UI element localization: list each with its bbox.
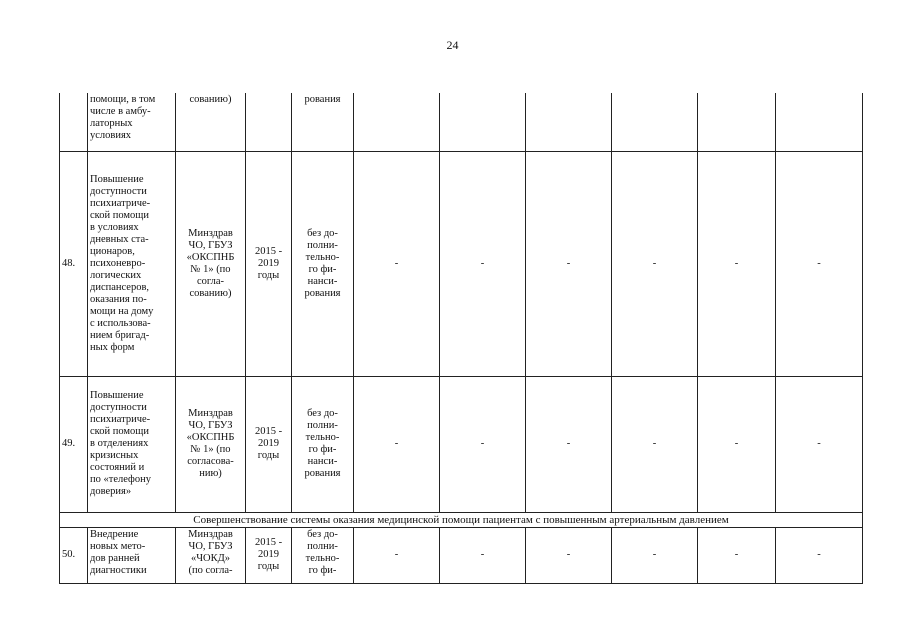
measure-name-cell: Повышение доступности психиатриче- ской помощи в отделениях кризисных состояний и по «телефону доверия» <box>88 376 176 512</box>
value-cell <box>776 93 863 151</box>
measure-name-cell: помощи, в том числе в амбу- латорных условиях <box>88 93 176 151</box>
measure-name-cell: Повышение доступности психиатриче- ской помощи в условиях дневных ста- ционаров, психоневро- логических диспансеров, оказания по- мощи на дому с использова- нием бригад- ных форм <box>88 151 176 376</box>
period-cell <box>246 93 292 151</box>
executor-cell: сованию) <box>176 93 246 151</box>
value-cell: - <box>612 376 698 512</box>
period-cell: 2015 - 2019 годы <box>246 151 292 376</box>
value-cell: - <box>612 151 698 376</box>
financing-cell: без до- полни- тельно- го фи- <box>292 527 354 583</box>
section-header-row <box>60 512 863 527</box>
value-cell: - <box>698 376 776 512</box>
row-number-cell: 50. <box>60 527 88 583</box>
section-title: Совершенствование системы оказания медицинской помощи пациентам с повышенным артериальным давлением <box>60 512 863 527</box>
value-cell <box>354 93 440 151</box>
executor-cell: Минздрав ЧО, ГБУЗ «ОКСПНБ № 1» (по согласова- нию) <box>176 376 246 512</box>
table-row <box>60 151 863 376</box>
financing-cell: рования <box>292 93 354 151</box>
table-row <box>60 527 863 583</box>
value-cell: - <box>526 151 612 376</box>
value-cell: - <box>440 376 526 512</box>
value-cell: - <box>526 376 612 512</box>
table-row-continuation <box>60 93 863 151</box>
value-cell <box>698 93 776 151</box>
row-number-cell: 48. <box>60 151 88 376</box>
value-cell <box>526 93 612 151</box>
financing-cell: без до- полни- тельно- го фи- нанси- рования <box>292 151 354 376</box>
row-number-cell: 49. <box>60 376 88 512</box>
value-cell: - <box>612 527 698 583</box>
page-number: 24 <box>446 38 459 52</box>
executor-cell: Минздрав ЧО, ГБУЗ «ОКСПНБ № 1» (по согла- сованию) <box>176 151 246 376</box>
value-cell: - <box>776 527 863 583</box>
value-cell: - <box>440 151 526 376</box>
value-cell <box>612 93 698 151</box>
value-cell: - <box>776 376 863 512</box>
value-cell: - <box>526 527 612 583</box>
value-cell <box>440 93 526 151</box>
financing-cell: без до- полни- тельно- го фи- нанси- рования <box>292 376 354 512</box>
program-table <box>59 93 863 584</box>
period-cell: 2015 - 2019 годы <box>246 376 292 512</box>
value-cell: - <box>354 527 440 583</box>
value-cell: - <box>776 151 863 376</box>
value-cell: - <box>698 151 776 376</box>
table-row <box>60 376 863 512</box>
executor-cell: Минздрав ЧО, ГБУЗ «ЧОКД» (по согла- <box>176 527 246 583</box>
row-number-cell <box>60 93 88 151</box>
value-cell: - <box>440 527 526 583</box>
value-cell: - <box>698 527 776 583</box>
period-cell: 2015 - 2019 годы <box>246 527 292 583</box>
value-cell: - <box>354 151 440 376</box>
value-cell: - <box>354 376 440 512</box>
measure-name-cell: Внедрение новых мето- дов ранней диагностики <box>88 527 176 583</box>
